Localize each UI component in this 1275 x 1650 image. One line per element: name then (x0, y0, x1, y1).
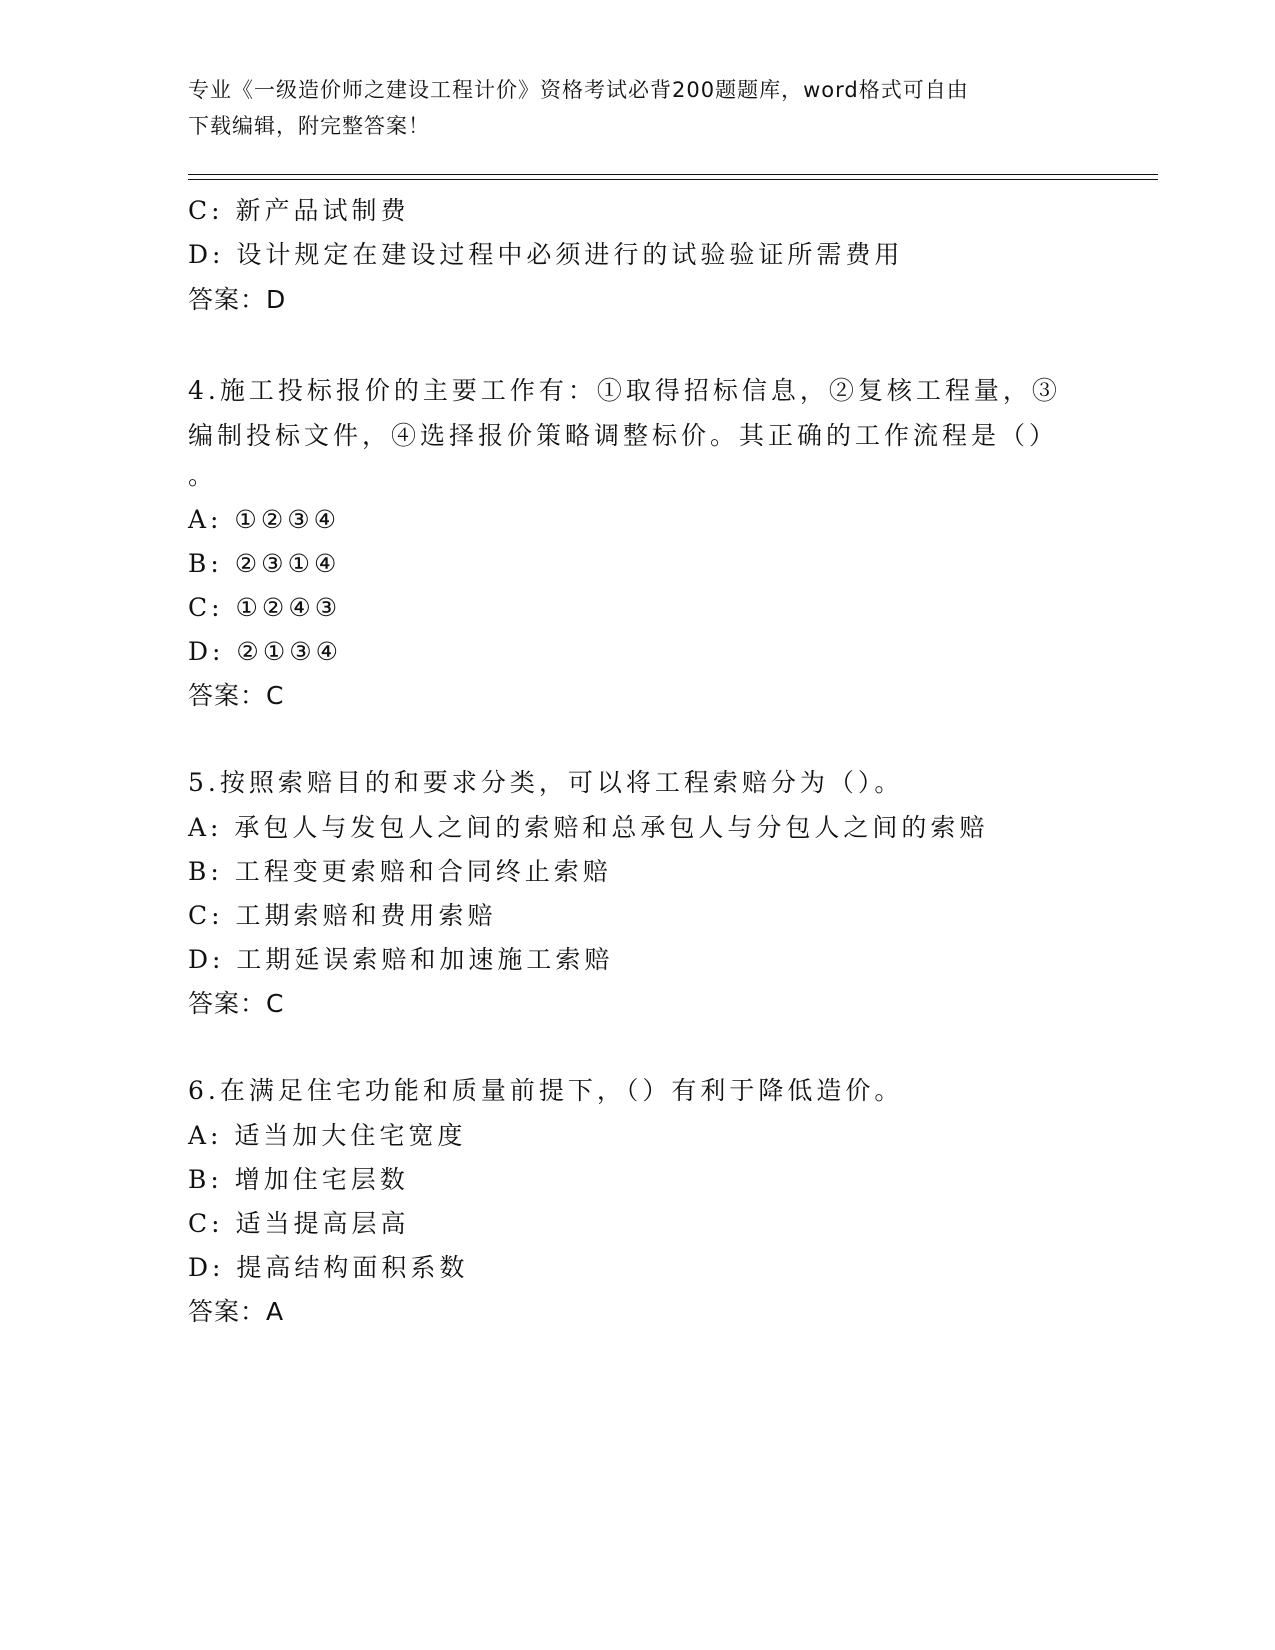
q5-option-d: D: 工期延误索赔和加速施工索赔 (188, 945, 614, 974)
q6-option-a: A: 适当加大住宅宽度 (188, 1121, 467, 1150)
q3-option-c: C: 新产品试制费 (188, 196, 410, 225)
document-header (188, 72, 1088, 144)
q6-option-c: C: 适当提高层高 (188, 1209, 410, 1238)
q5-stem: 5.按照索赔目的和要求分类，可以将工程索赔分为（）。 (188, 768, 904, 797)
header-line-1: 专业《一级造价师之建设工程计价》资格考试必背200题题库，word格式可自由 (188, 78, 969, 102)
q6-answer: 答案：A (188, 1297, 285, 1326)
q6-option-d: D: 提高结构面积系数 (188, 1253, 469, 1282)
q6-stem: 6.在满足住宅功能和质量前提下，（）有利于降低造价。 (188, 1076, 904, 1105)
q4-option-b: B: ②③①④ (188, 549, 341, 578)
q4-stem-line-2: 编制投标文件，④选择报价策略调整标价。其正确的工作流程是（） (188, 421, 1059, 450)
q4-stem-line-1: 4.施工投标报价的主要工作有：①取得招标信息，②复核工程量，③ (188, 376, 1061, 405)
q5-option-c: C: 工期索赔和费用索赔 (188, 901, 497, 930)
q4-stem-line-3: 。 (188, 461, 218, 490)
q4-option-a: A: ①②③④ (188, 505, 341, 534)
q6-option-b: B: 增加住宅层数 (188, 1165, 409, 1194)
q4-option-c: C: ①②④③ (188, 593, 342, 622)
header-line-2: 下载编辑，附完整答案！ (188, 114, 430, 138)
header-rule-top (188, 174, 1158, 175)
q4-answer: 答案：C (188, 681, 285, 710)
q5-option-b: B: 工程变更索赔和合同终止索赔 (188, 857, 612, 886)
q5-answer: 答案：C (188, 989, 285, 1018)
q3-option-d: D: 设计规定在建设过程中必须进行的试验验证所需费用 (188, 240, 904, 269)
header-rule-bottom (188, 179, 1158, 180)
q3-answer: 答案：D (188, 285, 287, 314)
q4-option-d: D: ②①③④ (188, 637, 343, 666)
q5-option-a: A: 承包人与发包人之间的索赔和总承包人与分包人之间的索赔 (188, 813, 989, 842)
